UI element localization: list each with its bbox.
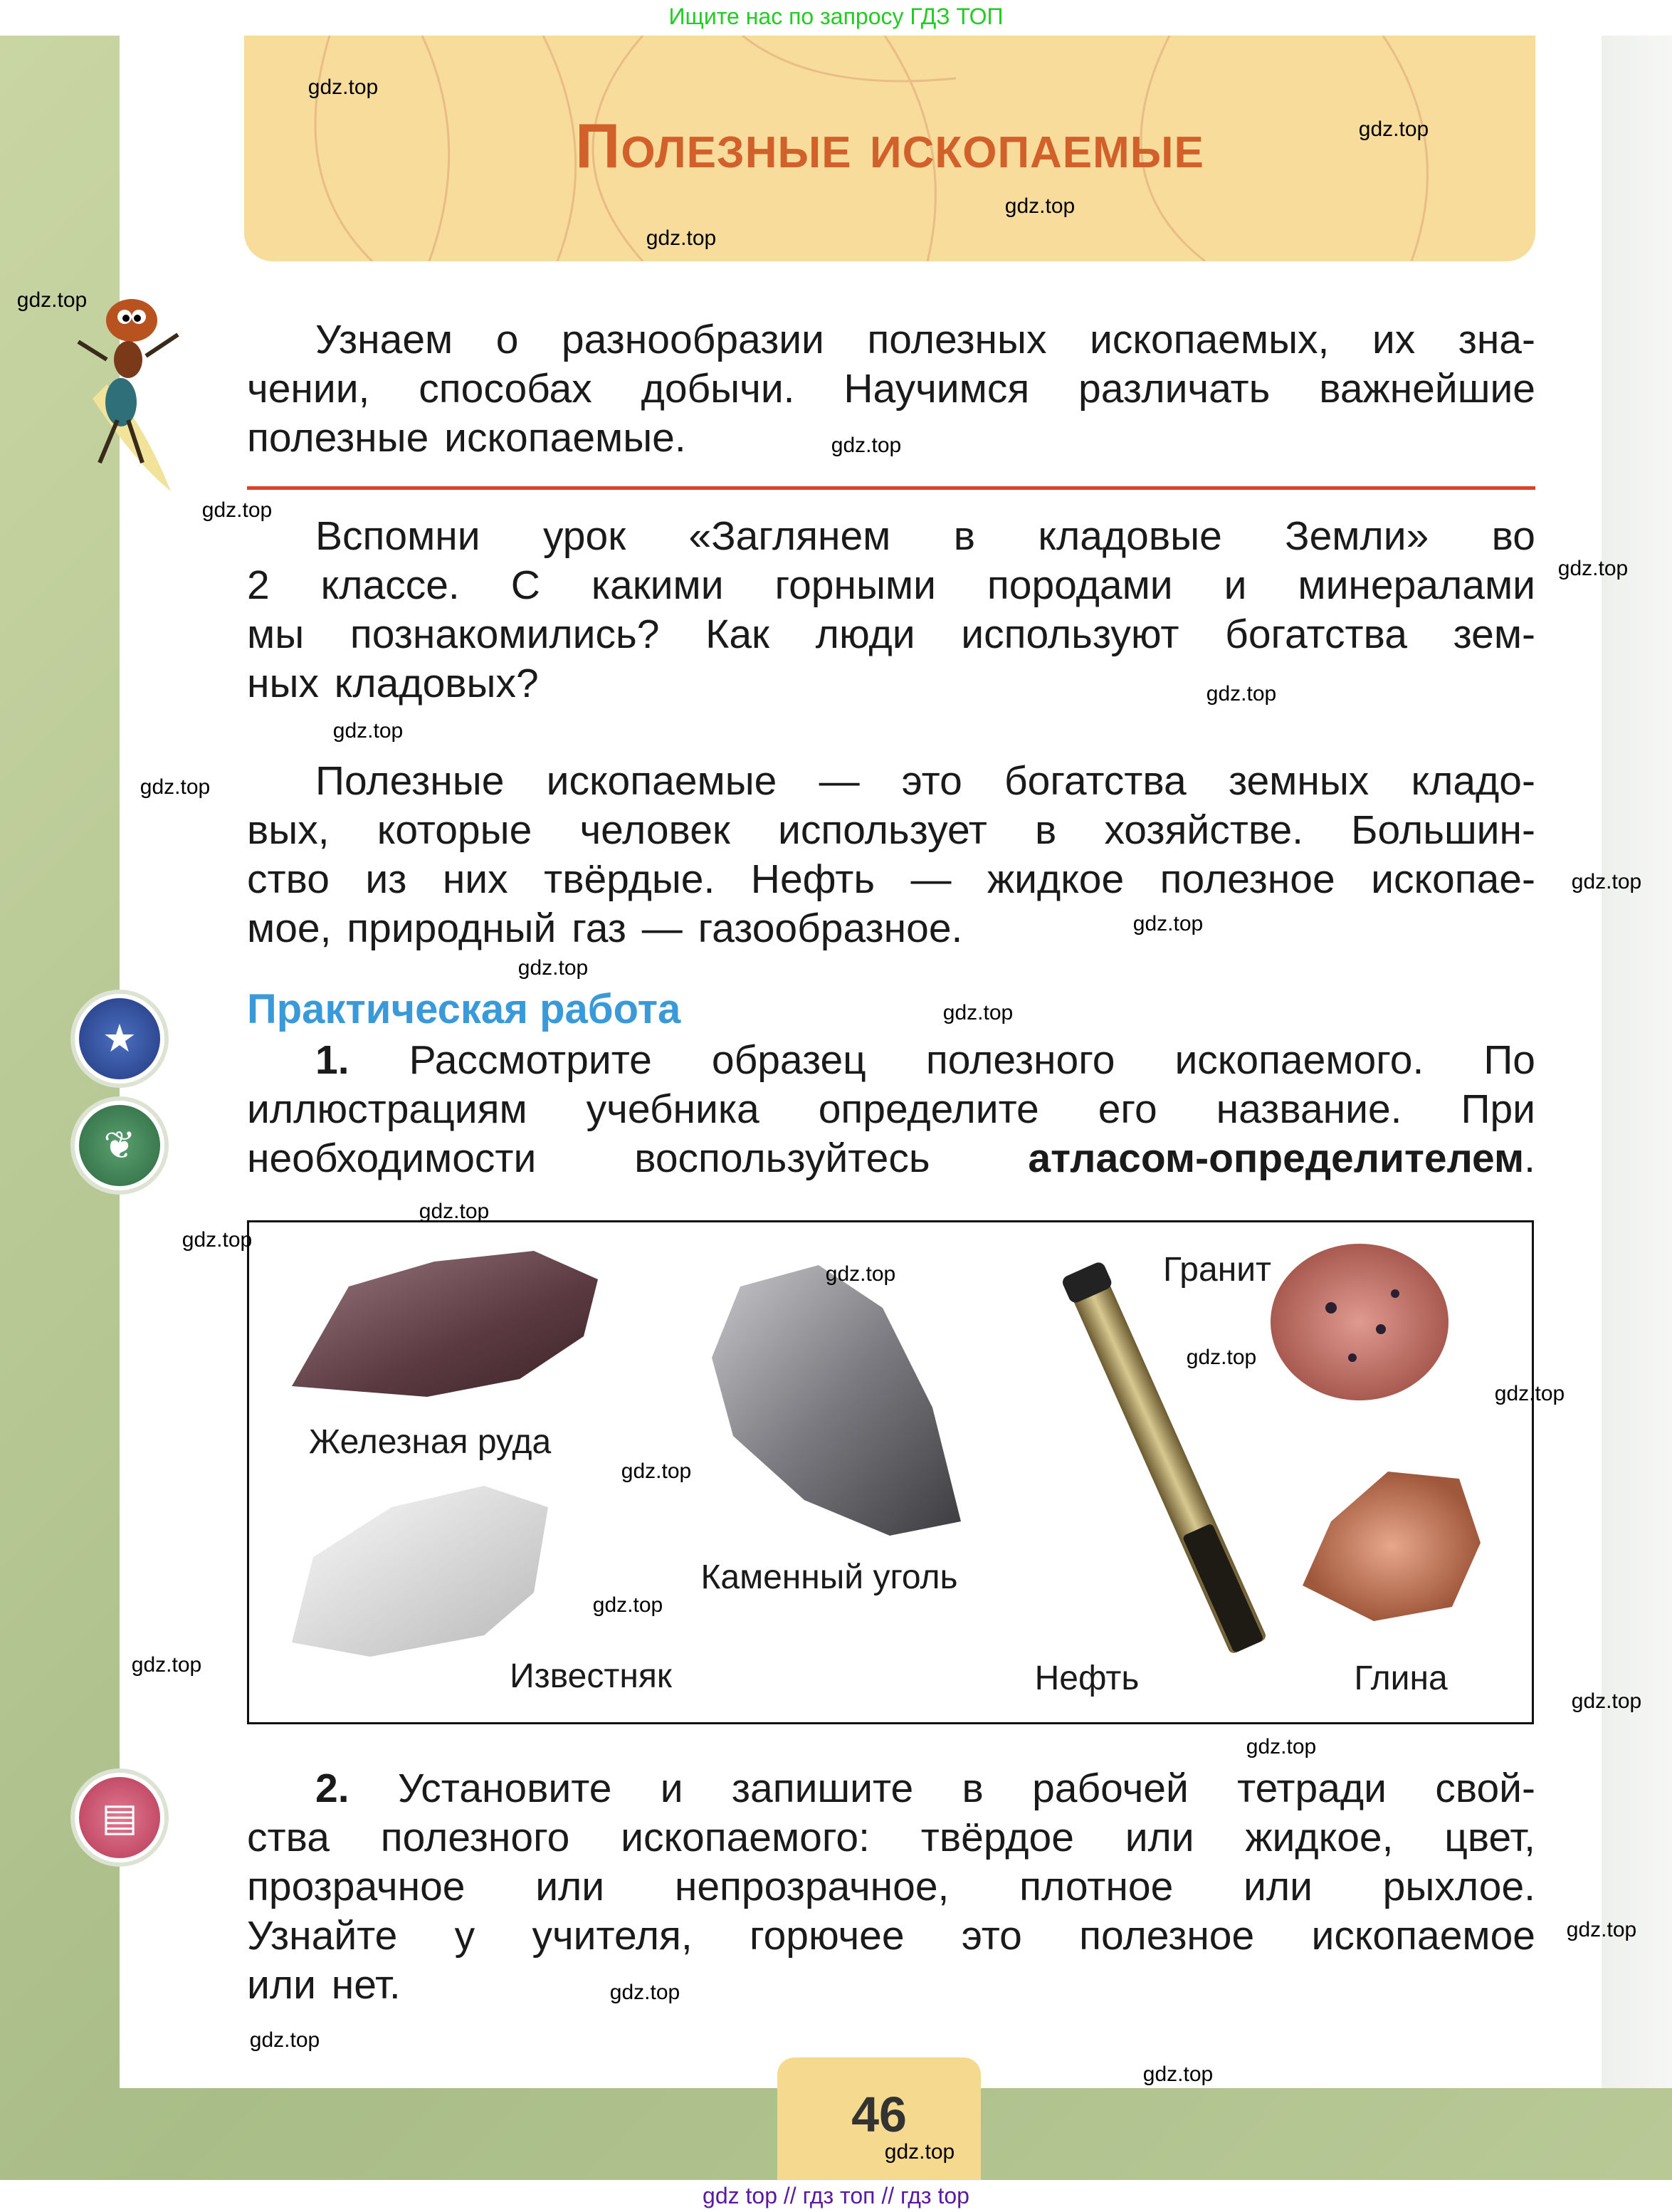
watermark-text: gdz.top	[1004, 194, 1076, 218]
watermark-text: gdz.top	[1494, 1382, 1565, 1405]
watermark-text: gdz.top	[1206, 682, 1277, 706]
watermark-text: gdz.top	[1571, 870, 1642, 893]
task-2-line	[247, 1764, 1535, 1813]
watermark-text: gdz.top	[307, 75, 379, 99]
label-iron-ore: Железная руда	[308, 1423, 552, 1461]
task-2-line: ства полезного ископаемого: твёрдое или жидкое, цвет,	[247, 1815, 1535, 1860]
definition-paragraph	[247, 757, 1535, 953]
watermark-text: gdz.top	[140, 775, 211, 799]
watermark-text: gdz.top	[825, 1262, 896, 1286]
watermark-text: gdz.top	[517, 956, 589, 980]
watermark-text: gdz.top	[182, 1228, 253, 1252]
task-number: 2.	[315, 1766, 349, 1811]
watermark-text: gdz.top	[1186, 1346, 1257, 1369]
clay-rock	[1303, 1472, 1481, 1621]
label-limestone: Известняк	[510, 1657, 672, 1695]
leaf-icon: ❦	[75, 1101, 164, 1190]
definition-line: мое, природный газ — газообразное.	[247, 906, 963, 951]
intro-line: Узнаем о разнообразии полезных ископаемых, их зна-	[315, 317, 1535, 362]
watermark-text: gdz.top	[249, 2028, 320, 2052]
limestone-rock	[292, 1486, 548, 1657]
watermark-text: gdz.top	[592, 1593, 663, 1617]
page-number: 46	[851, 2087, 907, 2142]
title-banner	[244, 36, 1535, 261]
label-oil: Нефть	[1034, 1660, 1140, 1697]
granite-rock	[1271, 1244, 1448, 1400]
task-2-line: прозрачное или непрозрачное, плотное или рыхлое.	[247, 1864, 1535, 1909]
page-title: Полезные ископаемые	[575, 110, 1204, 181]
atlas-term: атласом-определителем	[1028, 1136, 1525, 1181]
watermark-text: gdz.top	[646, 226, 717, 250]
watermark-text: gdz.top	[609, 1981, 680, 2004]
recall-paragraph	[247, 512, 1535, 708]
watermark-text: gdz.top	[831, 434, 902, 457]
page-spine	[1602, 36, 1672, 2088]
task-1-line: иллюстрациям учебника определите его название. При	[247, 1086, 1535, 1132]
watermark-text: gdz.top	[1246, 1735, 1317, 1758]
book-icon: ▤	[75, 1773, 164, 1862]
oil-tube	[1061, 1260, 1270, 1656]
watermark-text: gdz.top	[1358, 117, 1429, 141]
iron-ore-rock	[292, 1251, 598, 1397]
task-2-line: или нет.	[247, 1962, 401, 2008]
intro-line: полезные ископаемые.	[247, 415, 686, 461]
definition-line: ство из них твёрдые. Нефть — жидкое полезное ископае-	[247, 856, 1535, 902]
watermark-text: gdz.top	[1571, 1689, 1642, 1713]
watermark-text: gdz.top	[942, 1001, 1014, 1024]
task-1-line	[247, 1134, 1535, 1183]
label-clay: Глина	[1354, 1660, 1448, 1697]
watermark-text: gdz.top	[201, 498, 273, 522]
watermark-text: gdz.top	[1142, 2062, 1214, 2086]
divider-rule	[247, 486, 1535, 490]
task-1-text: необходимости воспользуйтесь	[247, 1136, 1029, 1181]
watermark-text: gdz.top	[621, 1459, 692, 1483]
recall-line: ных кладовых?	[247, 661, 539, 706]
bottom-banner[interactable]: gdz top // гдз топ // гдз top	[0, 2180, 1672, 2212]
task-1-text: .	[1524, 1136, 1535, 1181]
definition-line: вых, которые человек использует в хозяйстве. Большин-	[247, 807, 1535, 853]
watermark-text: gdz.top	[16, 288, 88, 312]
stars-icon: ★	[75, 994, 164, 1084]
watermark-text: gdz.top	[131, 1653, 202, 1677]
label-granite: Гранит	[1163, 1251, 1271, 1289]
minerals-drawing	[249, 1222, 1532, 1722]
task-1-line	[247, 1036, 1535, 1085]
ant-mascot-icon	[64, 278, 192, 505]
task-2	[247, 1764, 1535, 2010]
task-number: 1.	[315, 1037, 349, 1083]
watermark-text: gdz.top	[884, 2140, 955, 2164]
definition-line: Полезные ископаемые — это богатства земных кладо-	[315, 758, 1535, 804]
practical-heading: Практическая работа	[247, 986, 681, 1032]
coal-rock	[712, 1262, 961, 1536]
task-2-text: Установите и запишите в рабочей тетради свой-	[397, 1766, 1535, 1811]
task-2-line: Узнайте у учителя, горючее это полезное ископаемое	[247, 1913, 1535, 1959]
watermark-text: gdz.top	[1566, 1918, 1637, 1941]
watermark-text: gdz.top	[1132, 912, 1204, 935]
top-banner[interactable]: Ищите нас по запросу ГДЗ ТОП	[668, 4, 1004, 29]
recall-line: 2 классе. С какими горными породами и минералами	[247, 562, 1535, 608]
intro-line: чении, способах добычи. Научимся различать важнейшие	[247, 366, 1535, 412]
task-1-text: Рассмотрите образец полезного ископаемого. По	[409, 1037, 1535, 1083]
minerals-illustration	[247, 1220, 1534, 1724]
recall-line: мы познакомились? Как люди используют богатства зем-	[247, 612, 1535, 657]
recall-line: Вспомни урок «Заглянем в кладовые Земли» во	[315, 513, 1535, 559]
watermark-text: gdz.top	[1557, 557, 1629, 580]
watermark-text: gdz.top	[419, 1200, 490, 1223]
watermark-text: gdz.top	[332, 719, 404, 743]
task-1	[247, 1036, 1535, 1183]
label-coal: Каменный уголь	[700, 1558, 958, 1596]
